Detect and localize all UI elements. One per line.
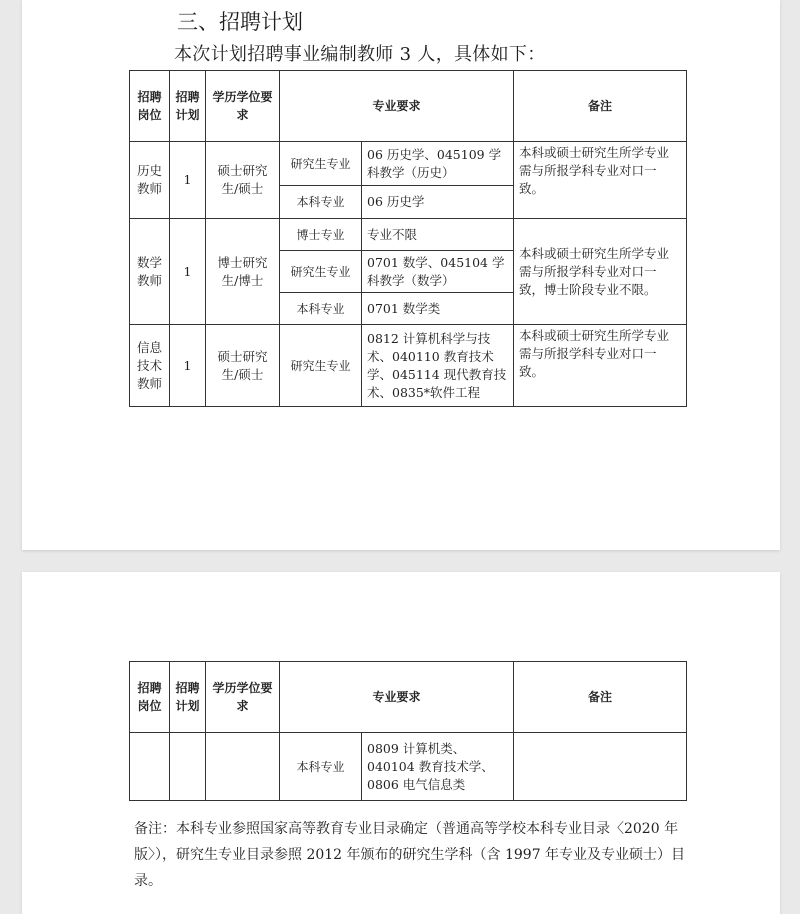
remark-math: 本科或硕士研究生所学专业需与所报学科专业对口一致，博士阶段专业不限。 xyxy=(514,219,687,325)
table-row xyxy=(130,142,687,186)
header-degree: 学历学位要求 xyxy=(206,662,280,733)
remark-history: 本科或硕士研究生所学专业需与所报学科专业对口一致。 xyxy=(514,142,687,219)
header-position: 招聘岗位 xyxy=(130,662,170,733)
phd-major-math: 专业不限 xyxy=(362,219,514,251)
position-it: 信息技术教师 xyxy=(130,325,170,407)
degree-it-cont xyxy=(206,733,280,801)
header-remark: 备注 xyxy=(514,71,687,142)
position-math: 数学教师 xyxy=(130,219,170,325)
remark-it: 本科或硕士研究生所学专业需与所报学科专业对口一致。 xyxy=(514,325,687,407)
phd-label-math: 博士专业 xyxy=(280,219,362,251)
degree-history: 硕士研究生/硕士 xyxy=(206,142,280,219)
grad-label-history: 研究生专业 xyxy=(280,142,362,186)
degree-math: 博士研究生/博士 xyxy=(206,219,280,325)
count-math: 1 xyxy=(170,219,206,325)
remark-it-cont xyxy=(514,733,687,801)
header-major-cell xyxy=(280,71,514,142)
ug-major-it: 0809 计算机类、040104 教育技术学、0806 电气信息类 xyxy=(362,733,514,801)
document-page-1 xyxy=(22,0,780,550)
intro-paragraph: 本次计划招聘事业编制教师 3 人，具体如下： xyxy=(174,44,546,65)
count-it-cont xyxy=(170,733,206,801)
header-plan: 招聘计划 xyxy=(170,71,206,142)
ug-label-it: 本科专业 xyxy=(280,733,362,801)
grad-label-it: 研究生专业 xyxy=(280,325,362,407)
count-history: 1 xyxy=(170,142,206,219)
table-header-row xyxy=(130,662,687,733)
document-page-2 xyxy=(22,572,780,914)
header-major: 专业要求 xyxy=(280,662,514,733)
recruitment-plan-table-continued xyxy=(129,661,687,801)
header-degree: 学历学位要求 xyxy=(206,71,280,142)
grad-major-it: 0812 计算机科学与技术、040110 教育技术学、045114 现代教育技术、0835*软件工程 xyxy=(362,325,514,407)
ug-major-history: 06 历史学 xyxy=(362,186,514,219)
position-history: 历史教师 xyxy=(130,142,170,219)
count-it: 1 xyxy=(170,325,206,407)
grad-label-math: 研究生专业 xyxy=(280,251,362,293)
ug-major-math: 0701 数学类 xyxy=(362,293,514,325)
recruitment-plan-table xyxy=(129,70,687,407)
header-remark: 备注 xyxy=(514,662,687,733)
grad-major-history: 06 历史学、045109 学科教学（历史） xyxy=(362,142,514,186)
table-row xyxy=(130,733,687,801)
header-major-text: 专业要求 xyxy=(372,99,421,113)
ug-label-history: 本科专业 xyxy=(280,186,362,219)
footnote: 备注：本科专业参照国家高等教育专业目录确定（普通高等学校本科专业目录〈2020 年版〉），研究生专业目录参照 2012 年颁布的研究生学科（含 1997 年专业及专业硕士）目录。 xyxy=(134,821,686,889)
header-position: 招聘岗位 xyxy=(130,71,170,142)
table-header-row xyxy=(130,71,687,142)
table-row xyxy=(130,219,687,251)
section-title: 三、招聘计划 xyxy=(177,10,303,34)
header-plan: 招聘计划 xyxy=(170,662,206,733)
ug-label-math: 本科专业 xyxy=(280,293,362,325)
position-it-cont xyxy=(130,733,170,801)
table-row xyxy=(130,325,687,407)
grad-major-math: 0701 数学、045104 学科教学（数学） xyxy=(362,251,514,293)
degree-it: 硕士研究生/硕士 xyxy=(206,325,280,407)
